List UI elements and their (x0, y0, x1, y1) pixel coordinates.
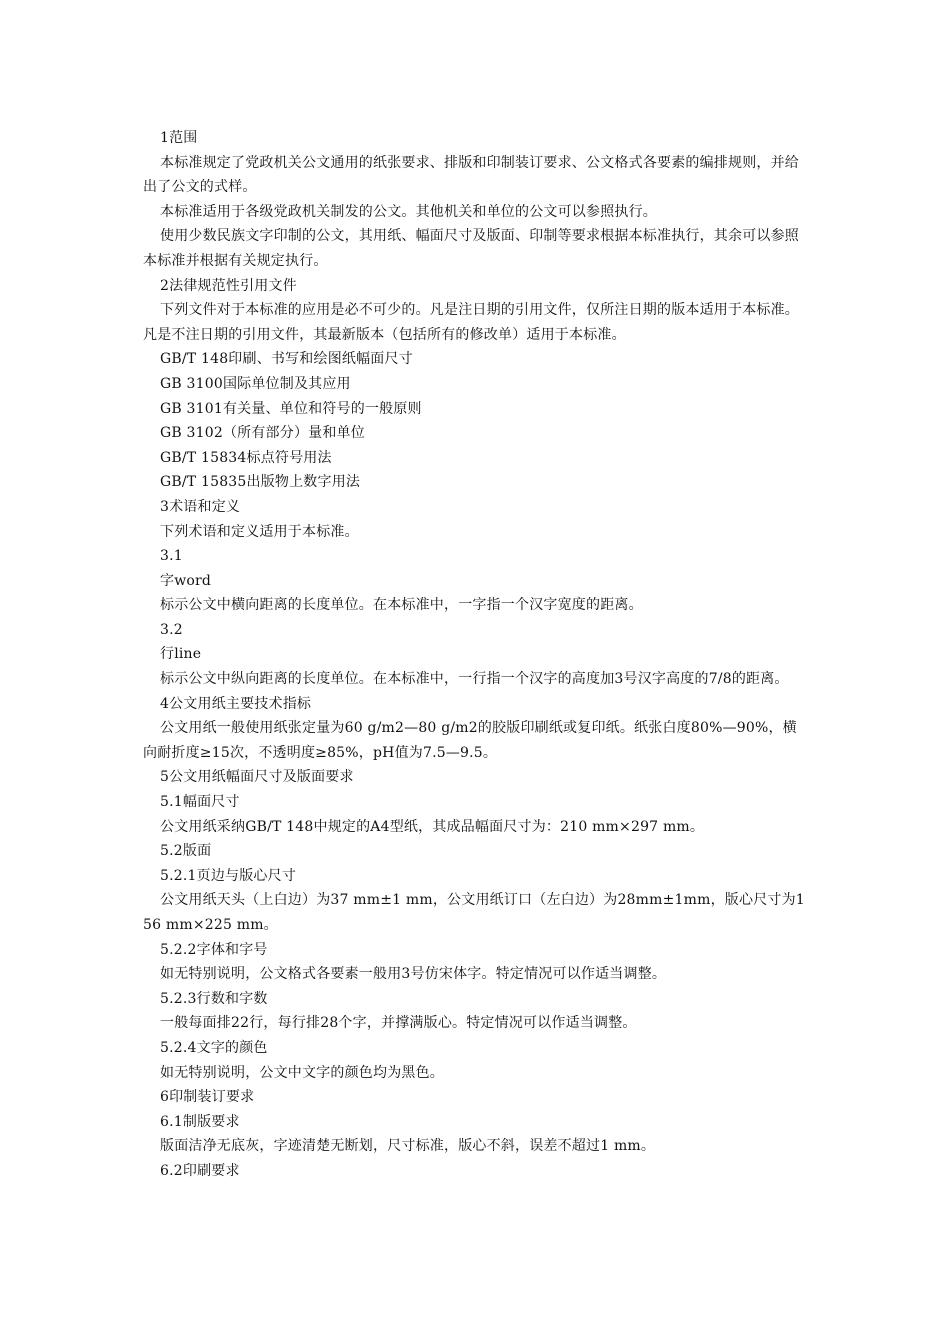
paragraph: 标示公文中横向距离的长度单位。在本标准中，一字指一个汉字宽度的距离。 (160, 597, 643, 614)
subsection-heading: 6.2印刷要求 (160, 1162, 240, 1179)
subsection-number: 3.1 (160, 548, 183, 565)
reference-item: GB 3100国际单位制及其应用 (160, 375, 351, 392)
paragraph: 本标准规定了党政机关公文通用的纸张要求、排版和印制装订要求、公文格式各要素的编排规则，并给出了公文的式样。 (143, 154, 799, 196)
paragraph: 版面洁净无底灰，字迹清楚无断划，尺寸标准，版心不斜，误差不超过1 mm。 (160, 1138, 656, 1155)
section-heading: 6印制装订要求 (160, 1089, 255, 1106)
subsection-heading: 5.2.2字体和字号 (160, 941, 268, 958)
paragraph: 公文用纸采纳GB/T 148中规定的A4型纸，其成品幅面尺寸为：210 mm×297 mm。 (160, 818, 705, 835)
subsection-number: 3.2 (160, 621, 183, 638)
section-heading: 1范围 (160, 130, 198, 146)
paragraph: 公文用纸天头（上白边）为37 mm±1 mm，公文用纸订口（左白边）为28mm±1mm，版心尺寸为156 mm×225 mm。 (143, 892, 805, 933)
subsection-heading: 5.2版面 (160, 843, 212, 860)
reference-item: GB/T 15835出版物上数字用法 (160, 474, 361, 491)
paragraph: 如无特别说明，公文格式各要素一般用3号仿宋体字。特定情况可以作适当调整。 (160, 966, 667, 983)
paragraph: 公文用纸一般使用纸张定量为60 g/m2—80 g/m2的胶版印刷纸或复印纸。纸张白度80%—90%，横向耐折度≥15次，不透明度≥85%，pH值为7.5—9.5。 (143, 720, 797, 761)
reference-item: GB 3102（所有部分）量和单位 (160, 425, 365, 442)
paragraph: 下列文件对于本标准的应用是必不可少的。凡是注日期的引用文件，仅所注日期的版本适用于本标准。凡是不注日期的引用文件，其最新版本（包括所有的修改单）适用于本标准。 (143, 302, 799, 343)
subsection-heading: 5.1幅面尺寸 (160, 794, 240, 811)
subsection-heading: 5.2.1页边与版心尺寸 (160, 867, 297, 884)
term: 字word (160, 572, 212, 589)
reference-item: GB/T 148印刷、书写和绘图纸幅面尺寸 (160, 351, 413, 368)
paragraph: 本标准适用于各级党政机关制发的公文。其他机关和单位的公文可以参照执行。 (160, 203, 657, 220)
section-heading: 5公文用纸幅面尺寸及版面要求 (160, 769, 354, 786)
subsection-heading: 5.2.4文字的颜色 (160, 1039, 268, 1056)
subsection-heading: 5.2.3行数和字数 (160, 990, 268, 1007)
section-heading: 4公文用纸主要技术指标 (160, 695, 312, 712)
paragraph: 下列术语和定义适用于本标准。 (160, 523, 359, 540)
term: 行line (160, 646, 202, 663)
paragraph: 使用少数民族文字印制的公文，其用纸、幅面尺寸及版面、印制等要求根据本标准执行，其余可以参照本标准并根据有关规定执行。 (143, 228, 799, 269)
subsection-heading: 6.1制版要求 (160, 1113, 240, 1130)
paragraph: 如无特别说明，公文中文字的颜色均为黑色。 (160, 1064, 444, 1081)
document-body (143, 126, 807, 1184)
paragraph: 标示公文中纵向距离的长度单位。在本标准中，一行指一个汉字的高度加3号汉字高度的7/8的距离。 (160, 671, 789, 688)
section-heading: 2法律规范性引用文件 (160, 277, 297, 294)
paragraph: 一般每面排22行，每行排28个字，并撑满版心。特定情况可以作适当调整。 (160, 1015, 637, 1032)
reference-item: GB 3101有关量、单位和符号的一般原则 (160, 400, 422, 417)
reference-item: GB/T 15834标点符号用法 (160, 449, 332, 466)
section-heading: 3术语和定义 (160, 498, 241, 515)
